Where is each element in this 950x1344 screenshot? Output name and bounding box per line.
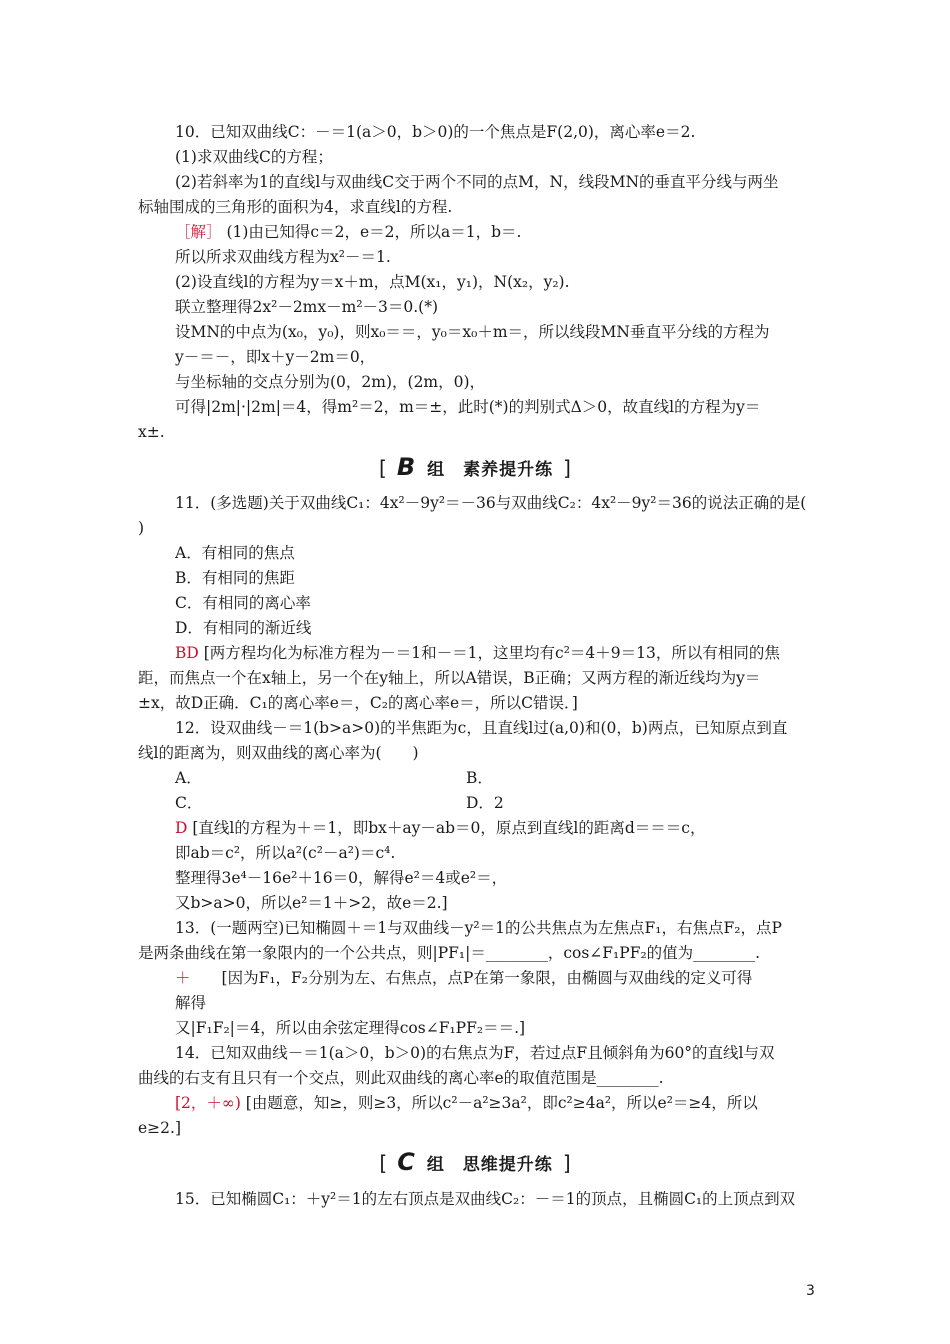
- text-line: [138, 667, 760, 689]
- text-line: [175, 1017, 525, 1039]
- answer-label: ［解］: [175, 223, 222, 241]
- answer-label: D: [175, 819, 188, 837]
- line-text: 标轴围成的三角形的面积为4，求直线l的方程.: [138, 198, 453, 216]
- line-text: (2)若斜率为1的直线l与双曲线C交于两个不同的点M，N，线段MN的垂直平分线与两坐: [175, 173, 779, 191]
- line-text: 即ab＝c²，所以a²(c²－a²)＝c⁴.: [175, 844, 396, 862]
- section-header: [0, 453, 950, 481]
- answer-label: ＋: [175, 969, 191, 987]
- line-text: A．: [175, 769, 202, 787]
- line-text: (1)求双曲线C的方程；: [175, 148, 333, 166]
- text-line: [175, 246, 391, 268]
- text-line: [138, 421, 165, 443]
- line-text: e≥2.]: [138, 1119, 181, 1137]
- text-line: [175, 642, 780, 664]
- text-line: [175, 171, 779, 193]
- line-text: [因为F₁，F₂分别为左、右焦点，点P在第一象限，由椭圆与双曲线的定义可得: [190, 969, 753, 987]
- line-text: 又|F₁F₂|＝4，所以由余弦定理得cos∠F₁PF₂＝＝.]: [175, 1019, 526, 1037]
- text-line: [175, 592, 311, 614]
- text-line: [138, 742, 419, 764]
- line-text: y－＝－，即x＋y－2m＝0，: [175, 348, 376, 366]
- line-text: C．: [175, 794, 203, 812]
- page-number: 3: [806, 1283, 815, 1299]
- line-text: [直线l的方程为＋＝1，即bx＋ay－ab＝0，原点到直线l的距离d＝＝＝c，: [187, 819, 706, 837]
- text-line: [175, 917, 782, 939]
- line-text: 12．设双曲线－＝1(b>a>0)的半焦距为c，且直线l过(a,0)和(0，b)两点，已知原点到直: [175, 719, 788, 737]
- open-bracket: [: [379, 1151, 388, 1175]
- line-text: B．有相同的焦距: [175, 569, 295, 587]
- text-line: [175, 817, 705, 839]
- line-text: 11．(多选题)关于双曲线C₁：4x²－9y²＝－36与双曲线C₂：4x²－9y²＝36的说法正确的是(: [175, 494, 807, 512]
- text-line: [175, 767, 202, 789]
- text-line: [175, 492, 806, 514]
- line-text: D．2: [466, 794, 504, 812]
- line-text: 线l的距离为，则双曲线的离心率为( ): [138, 744, 419, 762]
- line-text: D．有相同的渐近线: [175, 619, 312, 637]
- text-line: [466, 792, 504, 814]
- text-line: [175, 792, 202, 814]
- line-text: 设MN的中点为(x₀，y₀)，则x₀＝＝，y₀＝x₀＋m＝，所以线段MN垂直平分线的方程为: [175, 323, 770, 341]
- line-text: 曲线的右支有且只有一个交点，则此双曲线的离心率e的取值范围是________.: [138, 1069, 664, 1087]
- text-line: [175, 1042, 775, 1064]
- text-line: [175, 1188, 795, 1210]
- group-title: 组 思维提升练: [426, 1155, 553, 1175]
- line-text: 13．(一题两空)已知椭圆＋＝1与双曲线－y²＝1的公共焦点为左焦点F₁，右焦点F₂，点P: [175, 919, 782, 937]
- line-text: 联立整理得2x²－2mx－m²－3＝0.(*): [175, 298, 439, 316]
- text-line: [138, 1067, 664, 1089]
- text-line: [175, 146, 333, 168]
- line-text: 整理得3e⁴－16e²＋16＝0，解得e²＝4或e²＝，: [175, 869, 508, 887]
- line-text: (1)由已知得c＝2，e＝2，所以a＝1，b＝.: [221, 223, 522, 241]
- line-text: 解得: [175, 994, 207, 1012]
- open-bracket: [: [379, 456, 387, 480]
- line-text: 又b>a>0，所以e²＝1＋>2，故e＝2.]: [175, 894, 448, 912]
- text-line: [175, 346, 375, 368]
- line-text: [由题意，知≥，则≥3，所以c²－a²≥3a²，即c²≥4a²，所以e²＝≥4，所以: [240, 1094, 758, 1112]
- text-line: [175, 1092, 758, 1114]
- text-line: [175, 396, 760, 418]
- text-line: [175, 967, 752, 989]
- line-text: 距，而焦点一个在x轴上，另一个在y轴上，所以A错误，B正确；又两方程的渐近线均为y＝: [138, 669, 761, 687]
- line-text: C．有相同的离心率: [175, 594, 311, 612]
- close-bracket: ]: [563, 456, 571, 480]
- line-text: ): [138, 519, 145, 537]
- text-line: [466, 767, 493, 789]
- text-line: [175, 121, 695, 143]
- line-text: ±x，故D正确．C₁的离心率e＝，C₂的离心率e＝，所以C错误．]: [138, 694, 578, 712]
- line-text: 所以所求双曲线方程为x²－＝1.: [175, 248, 391, 266]
- text-line: [175, 867, 507, 889]
- line-text: B．: [466, 769, 493, 787]
- text-line: [138, 692, 578, 714]
- text-line: [175, 992, 206, 1014]
- group-letter: C: [397, 1148, 415, 1176]
- text-line: [175, 892, 448, 914]
- line-text: 15．已知椭圆C₁：＋y²＝1的左右顶点是双曲线C₂：－＝1的顶点，且椭圆C₁的上顶点到双: [175, 1190, 796, 1208]
- text-line: [175, 617, 311, 639]
- line-text: [两方程均化为标准方程为－＝1和－＝1，这里均有c²＝4＋9＝13，所以有相同的焦: [198, 644, 780, 662]
- line-text: x±.: [138, 423, 165, 441]
- line-text: 与坐标轴的交点分别为(0，2m)，(2m，0)，: [175, 373, 486, 391]
- group-title: 组 素养提升练: [427, 460, 554, 480]
- text-line: [138, 1117, 181, 1139]
- answer-label: [2，＋∞): [175, 1094, 241, 1112]
- text-line: [175, 296, 438, 318]
- line-text: 可得|2m|·|2m|＝4，得m²＝2，m＝±，此时(*)的判别式Δ＞0，故直线l的方程为y＝: [175, 398, 761, 416]
- text-line: [138, 196, 452, 218]
- text-line: [175, 567, 295, 589]
- group-letter: B: [396, 453, 416, 481]
- text-line: [175, 542, 295, 564]
- answer-label: BD: [175, 644, 199, 662]
- line-text: 是两条曲线在第一象限内的一个公共点，则|PF₁|＝________，cos∠F₁PF₂的值为________.: [138, 944, 761, 962]
- text-line: [175, 717, 787, 739]
- text-line: [175, 371, 485, 393]
- line-text: 14．已知双曲线－＝1(a＞0，b＞0)的右焦点为F，若过点F且倾斜角为60°的直线l与双: [175, 1044, 775, 1062]
- text-line: [175, 221, 521, 243]
- section-header: [0, 1148, 950, 1176]
- close-bracket: ]: [562, 1151, 571, 1175]
- line-text: 10．已知双曲线C：－＝1(a＞0，b＞0)的一个焦点是F(2,0)，离心率e＝2.: [175, 123, 696, 141]
- text-line: [175, 271, 570, 293]
- line-text: A．有相同的焦点: [175, 544, 295, 562]
- text-line: [175, 321, 769, 343]
- line-text: (2)设直线l的方程为y＝x＋m，点M(x₁，y₁)，N(x₂，y₂).: [175, 273, 570, 291]
- text-line: [175, 842, 395, 864]
- text-line: [138, 942, 760, 964]
- text-line: [138, 517, 144, 539]
